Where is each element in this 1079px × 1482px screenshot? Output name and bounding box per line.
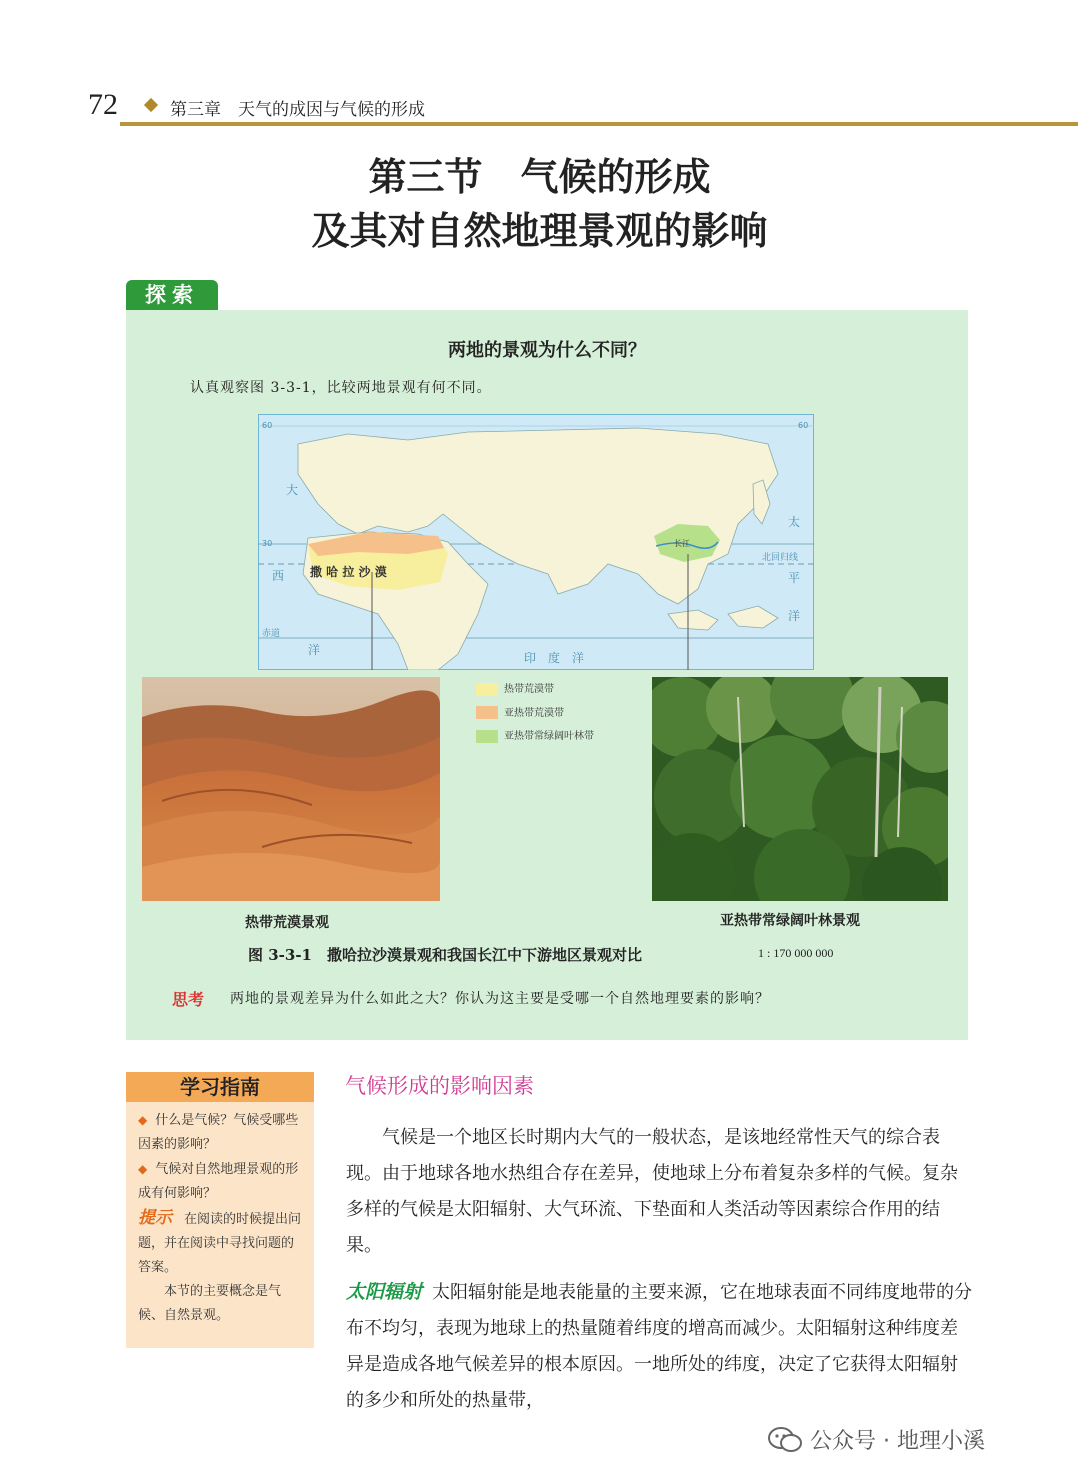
wechat-icon bbox=[768, 1426, 802, 1454]
watermark-text: 公众号 · 地理小溪 bbox=[810, 1429, 985, 1454]
ocean-label: 印 度 洋 bbox=[524, 651, 585, 665]
legend-label: 热带荒漠带 bbox=[504, 684, 554, 695]
hint-text: 在阅读的时候提出问题，并在阅读中寻找问题的答案。 bbox=[138, 1212, 302, 1275]
explore-instruction: 认真观察图 3-3-1，比较两地景观有何不同。 bbox=[190, 380, 492, 396]
diamond-icon: ◆ bbox=[138, 1162, 148, 1176]
legend-swatch bbox=[476, 683, 498, 696]
ocean-label: 西 bbox=[272, 569, 285, 583]
section-title-line1: 第三节 气候的形成 bbox=[368, 154, 711, 199]
sahara-label: 撒 哈 拉 沙 漠 bbox=[310, 565, 387, 579]
factors-heading: 气候形成的影响因素 bbox=[345, 1074, 534, 1098]
study-guide-title: 学习指南 bbox=[126, 1072, 314, 1102]
lat-label: 60 bbox=[262, 421, 273, 430]
guide-item bbox=[138, 1108, 306, 1157]
equator-label: 赤道 bbox=[262, 629, 281, 639]
explore-question: 两地的景观为什么不同？ bbox=[448, 340, 646, 361]
desert-caption: 热带荒漠景观 bbox=[245, 915, 329, 931]
map-legend bbox=[476, 680, 594, 743]
header-rule bbox=[120, 122, 1078, 126]
watermark bbox=[760, 1422, 993, 1457]
ocean-label: 洋 bbox=[308, 643, 321, 657]
hint-label: 提示 bbox=[138, 1208, 172, 1228]
legend-label: 亚热带荒漠带 bbox=[504, 707, 564, 719]
tropic-label: 北回归线 bbox=[762, 553, 799, 563]
legend-item bbox=[476, 704, 594, 720]
legend-item bbox=[476, 727, 594, 743]
figure-caption: 图 3-3-1 撒哈拉沙漠景观和我国长江中下游地区景观对比 bbox=[248, 946, 642, 964]
ocean-label: 大 bbox=[286, 483, 299, 497]
section-title-line2: 及其对自然地理景观的影响 bbox=[311, 208, 768, 253]
guide-item-text: 什么是气候？气候受哪些因素的影响？ bbox=[138, 1113, 299, 1152]
page-number: 72 bbox=[88, 88, 118, 121]
solar-radiation-label: 太阳辐射 bbox=[346, 1281, 423, 1303]
lat-label: 30 bbox=[262, 539, 273, 548]
ocean-label: 太 bbox=[788, 515, 801, 529]
guide-item-text: 气候对自然地理景观的形成有何影响？ bbox=[138, 1162, 299, 1201]
ocean-label: 平 bbox=[788, 571, 801, 585]
guide-item bbox=[138, 1157, 306, 1206]
chapter-title: 第三章 天气的成因与气候的形成 bbox=[170, 100, 425, 120]
ocean-label: 洋 bbox=[788, 609, 801, 623]
diamond-icon: ◆ bbox=[138, 1113, 148, 1127]
legend-item bbox=[476, 680, 594, 696]
chapter-diamond-icon bbox=[144, 98, 158, 112]
guide-hint bbox=[138, 1206, 306, 1280]
legend-swatch bbox=[476, 730, 498, 743]
guide-concepts: 本节的主要概念是气候、自然景观。 bbox=[138, 1284, 282, 1323]
legend-label: 亚热带常绿阔叶林带 bbox=[504, 731, 594, 742]
desert-photo bbox=[142, 677, 440, 901]
para-solar-radiation bbox=[346, 1274, 972, 1419]
section-title bbox=[0, 150, 1079, 258]
think-label: 思考 bbox=[172, 990, 205, 1009]
solar-radiation-text: 太阳辐射能是地表能量的主要来源，它在地球表面不同纬度地带的分布不均匀，表现为地球上的热量随着纬度的增高而减少。太阳辐射这种纬度差异是造成各地气候差异的根本原因。一地所处的纬度，决定了它获得太阳辐射的多少和所处的热量带， bbox=[346, 1282, 973, 1411]
yangtze-label: 长江 bbox=[674, 539, 690, 548]
figure-scale: 1 : 170 000 000 bbox=[758, 946, 834, 960]
world-map bbox=[258, 414, 814, 670]
forest-photo bbox=[652, 677, 948, 901]
think-text: 两地的景观差异为什么如此之大？你认为这主要是受哪一个自然地理要素的影响？ bbox=[230, 991, 770, 1007]
explore-tab: 探索 bbox=[126, 280, 218, 310]
para-climate-definition: 气候是一个地区长时期内大气的一般状态，是该地经常性天气的综合表现。由于地球各地水热组合存在差异，使地球上分布着复杂多样的气候。复杂多样的气候是太阳辐射、大气环流、下垫面和人类活动等因素综合作用的结果。 bbox=[346, 1127, 958, 1256]
lat-label: 60 bbox=[798, 421, 809, 430]
legend-swatch bbox=[476, 706, 498, 719]
study-guide-content bbox=[138, 1108, 306, 1328]
forest-caption: 亚热带常绿阔叶林景观 bbox=[720, 913, 860, 929]
